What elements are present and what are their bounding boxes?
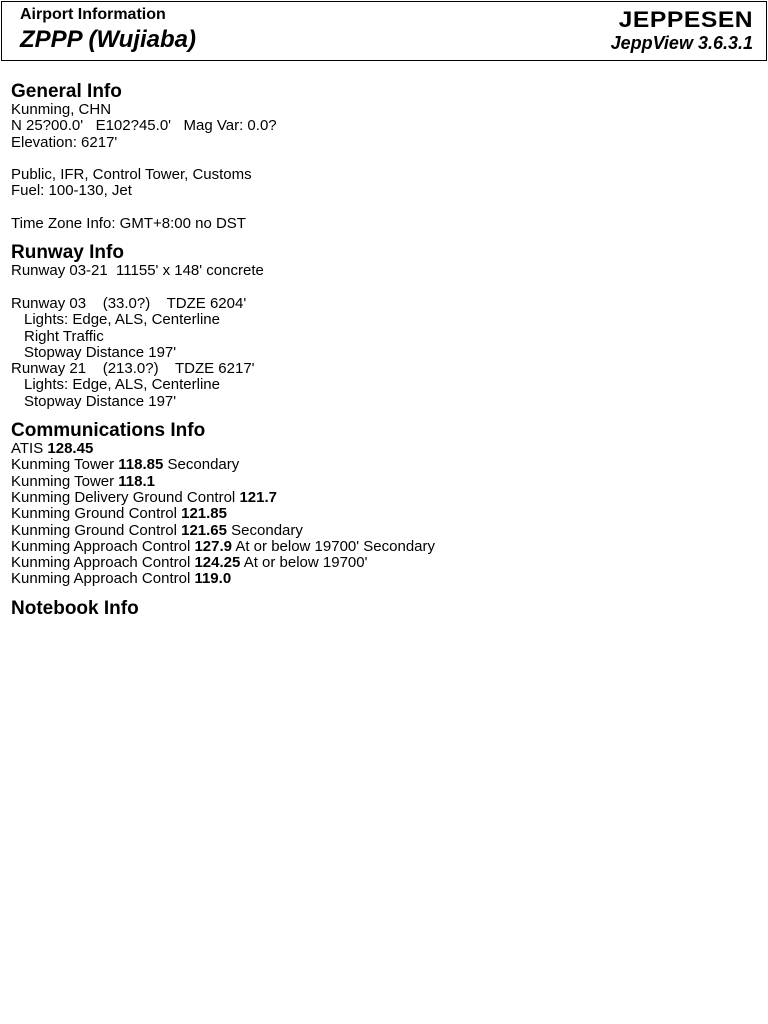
app-version: JeppView 3.6.3.1 [610,33,753,53]
comm-frequency: 121.85 [181,505,227,523]
comm-frequency: 118.1 [118,472,156,490]
notebook-info-heading: Notebook Info [11,597,139,619]
comm-note: At or below 19700' [243,554,368,572]
runway-03-traffic: Right Traffic [24,327,104,345]
spacer [11,151,751,167]
comm-frequency: 121.65 [181,521,227,539]
comm-frequency: 127.9 [194,537,232,555]
comm-name: Kunming Approach Control [11,570,191,588]
runway-21-lights: Lights: Edge, ALS, Centerline [24,376,220,394]
elevation-text: Elevation: 6217' [11,133,118,151]
general-info-heading: General Info [11,81,122,102]
comm-note: Secondary [231,521,303,539]
communications-info-section [11,420,751,588]
spacer [11,588,751,598]
airport-title: ZPPP (Wujiaba) [20,26,197,53]
comm-frequency: 119.0 [194,570,232,588]
comm-frequency: 128.45 [47,440,94,458]
comm-note: Secondary [167,456,240,474]
timezone-text: Time Zone Info: GMT+8:00 no DST [11,215,246,233]
comm-name: Kunming Ground Control [11,521,177,539]
runway-21-title: Runway 21 (213.0?) TDZE 6217' [11,360,255,378]
notebook-info-section [11,598,751,619]
runway-info-section [11,242,751,410]
airport-type-text: Public, IFR, Control Tower, Customs [11,166,252,184]
spacer [11,410,751,420]
comm-row [11,474,751,490]
comm-row [11,506,751,522]
runway-21-stopway: Stopway Distance 197' [24,392,177,410]
comm-row [11,441,751,457]
fuel-text: Fuel: 100-130, Jet [11,182,132,200]
spacer [11,200,751,216]
communications-info-heading: Communications Info [11,420,206,442]
comm-name: ATIS [11,440,44,458]
comm-name: Kunming Approach Control [11,537,191,555]
runway-03-stopway: Stopway Distance 197' [24,343,177,361]
comm-row [11,555,751,571]
spacer [11,232,751,242]
comm-name: Kunming Tower [11,456,115,474]
jeppesen-logo: JEPPESEN [618,7,753,32]
comm-row [11,539,751,555]
runway-03-lights: Lights: Edge, ALS, Centerline [24,311,220,329]
runway-03-title: Runway 03 (33.0?) TDZE 6204' [11,294,247,312]
airport-info-content [11,81,751,619]
comm-row [11,523,751,539]
general-info-section [11,81,751,232]
runway-summary: Runway 03-21 11155' x 148' concrete [11,262,264,280]
comm-row [11,457,751,473]
comm-name: Kunming Ground Control [11,505,177,523]
comm-name: Kunming Delivery Ground Control [11,488,236,506]
page-header [1,1,767,61]
header-label: Airport Information [20,6,166,23]
comm-row [11,490,751,506]
comm-frequency: 118.85 [118,456,164,474]
coordinates-text: N 25?00.0' E102?45.0' Mag Var: 0.0? [11,117,277,135]
comm-name: Kunming Approach Control [11,554,191,572]
location-text: Kunming, CHN [11,101,112,118]
spacer [11,280,751,296]
comm-frequency: 121.7 [239,488,277,506]
runway-info-heading: Runway Info [11,242,124,264]
comm-note: At or below 19700' Secondary [235,537,436,555]
comm-row [11,571,751,587]
comm-name: Kunming Tower [11,472,115,490]
comm-frequency: 124.25 [194,554,241,572]
